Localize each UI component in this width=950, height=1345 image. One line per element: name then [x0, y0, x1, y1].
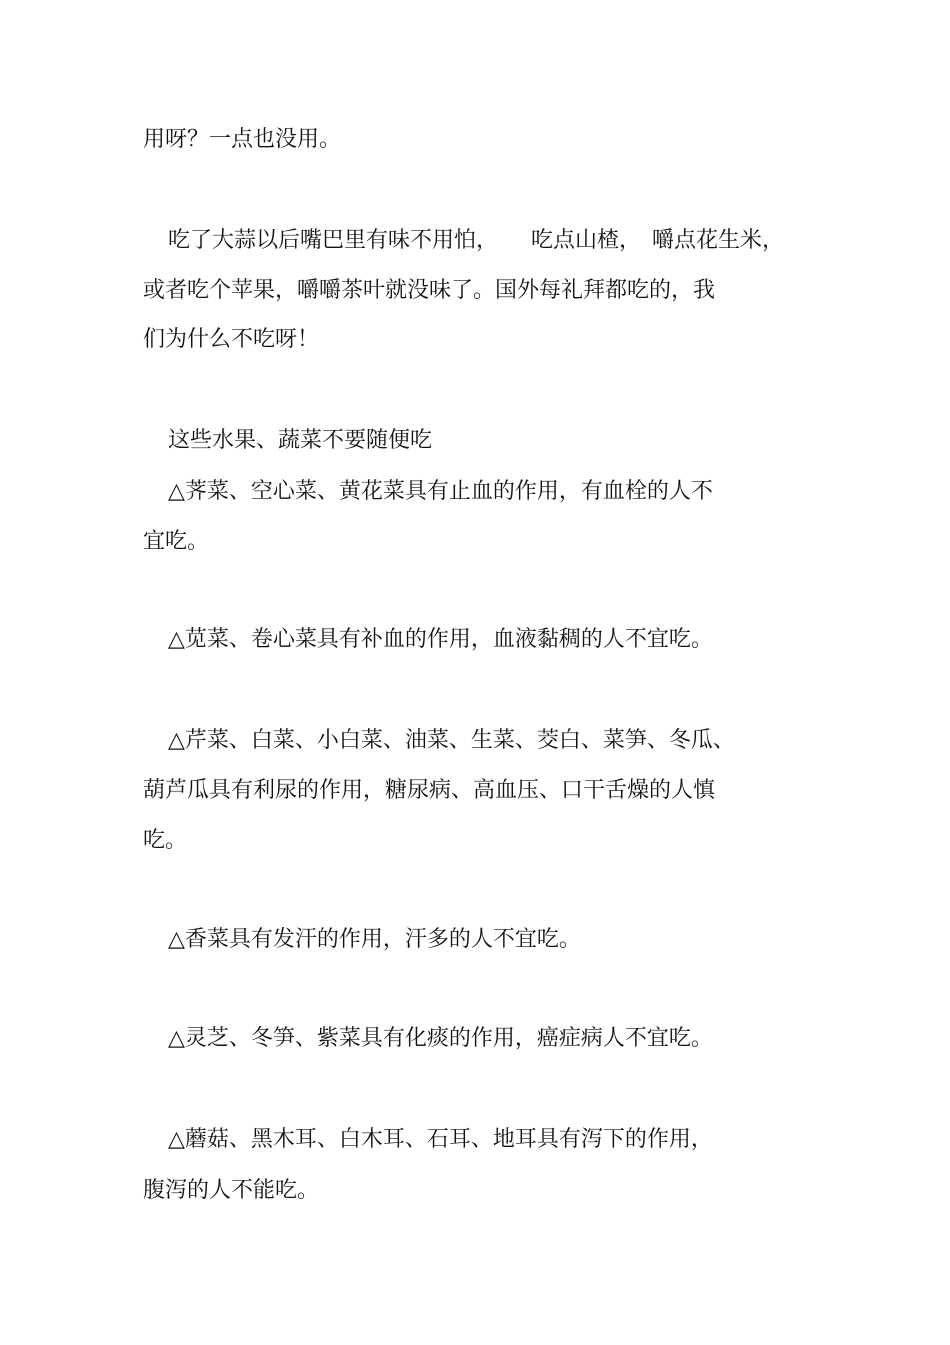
- text-line: 或者吃个苹果，嚼嚼茶叶就没味了。国外每礼拜都吃的，我: [143, 278, 716, 303]
- text-line: 腹泻的人不能吃。: [143, 1178, 320, 1203]
- text-line: △芹菜、白菜、小白菜、油菜、生菜、茭白、菜笋、冬瓜、: [168, 728, 735, 753]
- text-line: 用呀？一点也没用。: [143, 127, 342, 152]
- text-line: 吃。: [143, 828, 188, 853]
- text-line: △苋菜、卷心菜具有补血的作用，血液黏稠的人不宜吃。: [168, 627, 713, 652]
- text-line: 宜吃。: [143, 529, 210, 554]
- text-line: 葫芦瓜具有利尿的作用，糖尿病、高血压、口干舌燥的人慎: [143, 778, 716, 803]
- text-line: △灵芝、冬笋、紫菜具有化痰的作用，癌症病人不宜吃。: [168, 1026, 713, 1051]
- section-heading: 这些水果、蔬菜不要随便吃: [168, 428, 433, 453]
- text-line: △蘑菇、黑木耳、白木耳、石耳、地耳具有泻下的作用，: [168, 1127, 713, 1152]
- text-line: △荠菜、空心菜、黄花菜具有止血的作用，有血栓的人不: [168, 479, 713, 504]
- text-line: 吃了大蒜以后嘴巴里有味不用怕， 吃点山楂， 嚼点花生米，: [168, 228, 785, 253]
- text-line: 们为什么不吃呀！: [143, 327, 320, 352]
- text-line: △香菜具有发汗的作用，汗多的人不宜吃。: [168, 927, 581, 952]
